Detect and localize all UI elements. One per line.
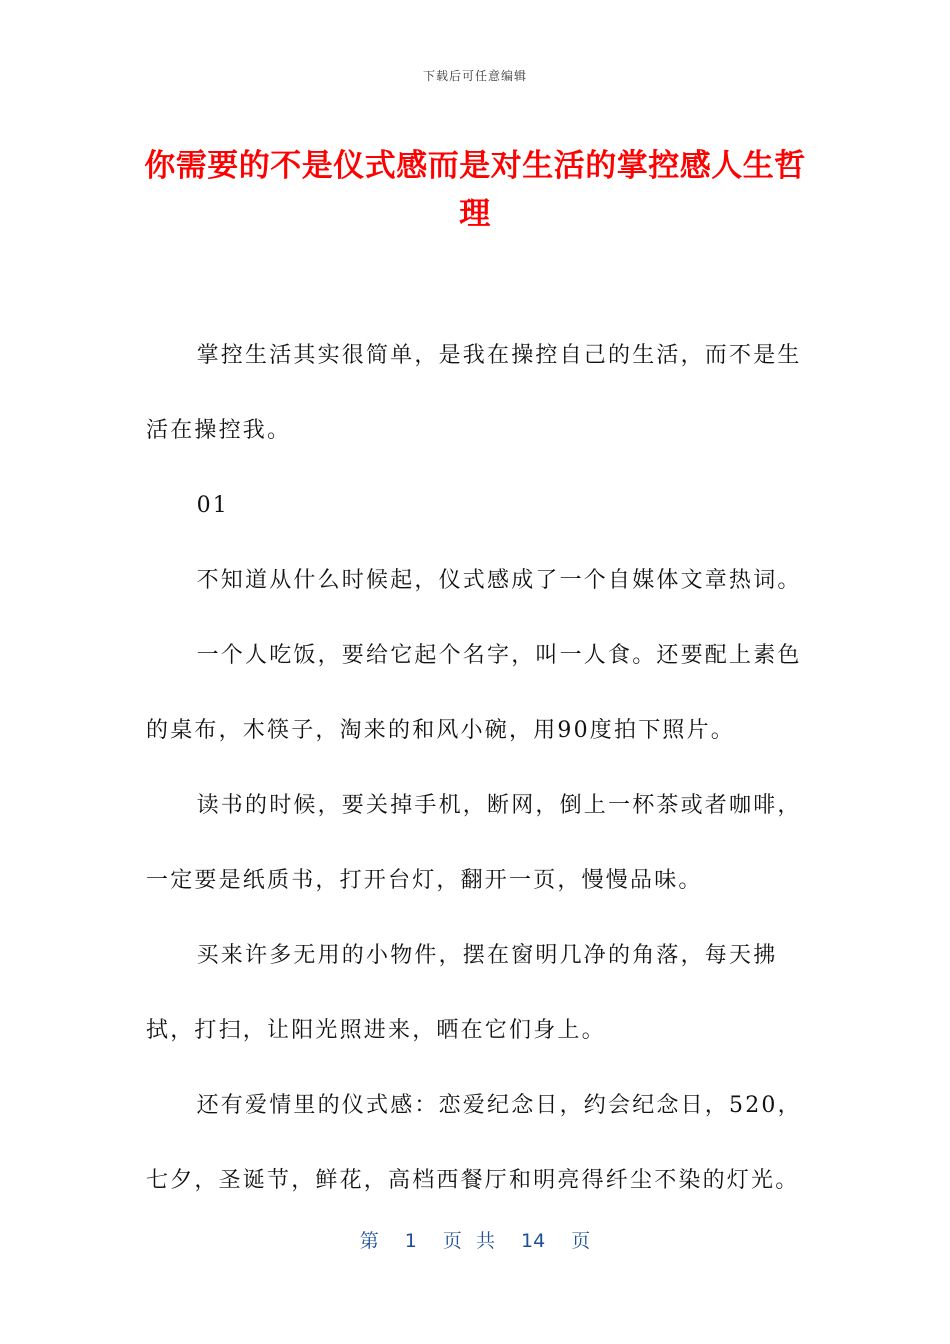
document-title: 你需要的不是仪式感而是对生活的掌控感人生哲理 [144, 148, 806, 232]
paragraph: 掌控生活其实很简单，是我在操控自己的生活，而不是生活在操控我。 [146, 343, 802, 443]
paragraph: 读书的时候，要关掉手机，断网，倒上一杯茶或者咖啡，一定要是纸质书，打开台灯，翻开一页，慢慢品味。 [146, 793, 802, 893]
footer-suffix: 页 [571, 1230, 591, 1252]
document-body [146, 318, 806, 1218]
footer-total-pages: 14 [521, 1230, 546, 1252]
footer-current-page: 1 [404, 1230, 417, 1252]
section-number: 01 [196, 493, 229, 518]
paragraph: 不知道从什么时候起，仪式感成了一个自媒体文章热词。 [196, 568, 802, 593]
paragraph: 一个人吃饭，要给它起个名字，叫一人食。还要配上素色的桌布，木筷子，淘来的和风小碗，用90度拍下照片。 [146, 643, 802, 743]
header-note: 下载后可任意编辑 [422, 69, 527, 83]
footer-prefix: 第 [359, 1230, 379, 1252]
paragraph: 买来许多无用的小物件，摆在窗明几净的角落，每天拂拭，打扫，让阳光照进来，晒在它们身上。 [146, 943, 778, 1043]
page-footer [0, 1226, 950, 1253]
paragraph: 还有爱情里的仪式感：恋爱纪念日，约会纪念日，520，七夕，圣诞节，鲜花，高档西餐厅和明亮得纤尘不染的灯光。 [146, 1093, 802, 1193]
footer-middle: 页 共 [442, 1230, 495, 1252]
